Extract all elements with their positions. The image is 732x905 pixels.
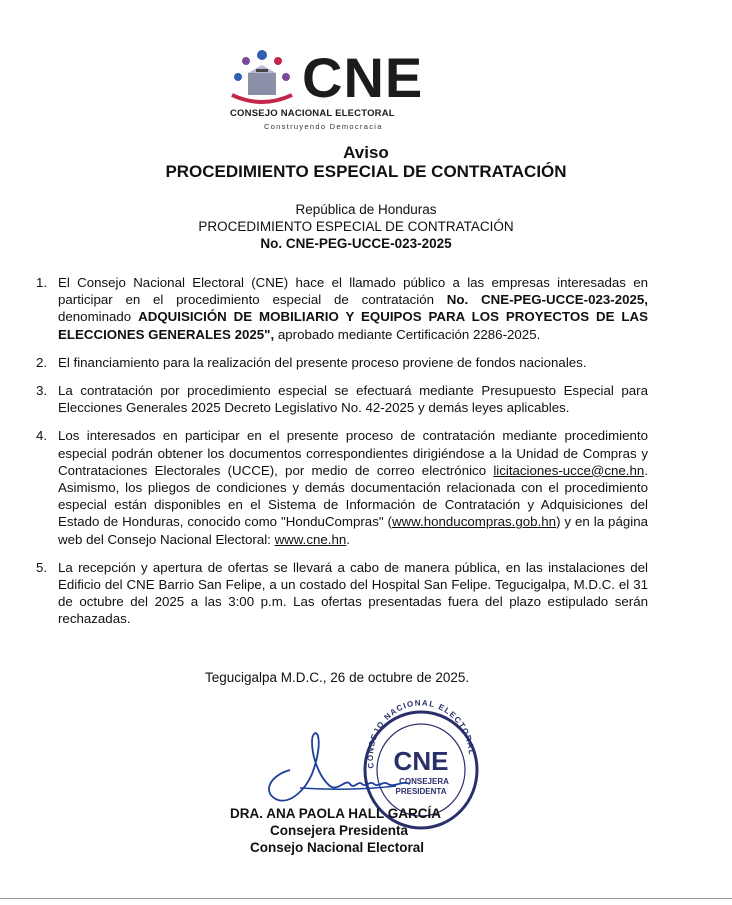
item-text-part: ) y en la página web del Consejo Nacional Electoral: [58, 514, 648, 547]
item-text [58, 427, 648, 547]
signer-role: Consejera Presidenta [270, 823, 409, 838]
item-text-part: aprobado mediante Certificación 2286-2025. [274, 326, 541, 342]
item-text: El financiamiento para la realización del presente proceso proviene de fondos nacionales. [58, 354, 587, 370]
seal-line-2: PRESIDENTA [395, 787, 447, 796]
list-item [36, 382, 648, 416]
seal-center-text: CNE [393, 746, 449, 776]
logo-tagline: Construyendo Democracia [264, 122, 383, 131]
list-item [36, 274, 648, 343]
item-number: 5. [36, 559, 48, 575]
item-text-part: denominado [58, 309, 139, 325]
procurement-subject-bold: ADQUISICIÓN DE MOBILIARIO Y EQUIPOS PARA LOS PROYECTOS DE LAS ELECCIONES GENERALES 2025", [58, 309, 649, 342]
date-line: Tegucigalpa M.D.C., 26 de octubre de 2025. [205, 670, 470, 685]
item-number: 4. [36, 428, 48, 444]
notice-items [36, 274, 648, 639]
list-item [36, 354, 648, 371]
document-title: PROCEDIMIENTO ESPECIAL DE CONTRATACIÓN [165, 162, 567, 181]
list-item [36, 559, 648, 628]
item-text: La recepción y apertura de ofertas se llevará a cabo de manera pública, en las instalaciones del Edificio del CNE Barrio San Felipe, a un costado del Hospital San Felipe. Tegucigalpa, M.D.C. el 31 de octubre del 2025 a las 3:00 p.m. Las ofertas presentadas fuera del plazo estipulado serán rechazadas. [58, 559, 648, 627]
item-text-part: . Asimismo, los pliegos de condiciones y demás documentación relacionada con el procedimiento especial están disponibles en el Sistema de Información de Contratación y Adquisiciones del Estado de Honduras, conocido como "HonduCompras" ( [58, 462, 648, 530]
item-text: La contratación por procedimiento especial se efectuará mediante Presupuesto Especial para Elecciones Generales 2025 Decreto Legislativo No. 42-2025 y demás leyes aplicables. [58, 383, 648, 416]
signer-name: DRA. ANA PAOLA HALL GARCÍA [230, 806, 441, 821]
cne-website-link[interactable]: www.cne.hn [274, 531, 347, 547]
ballot-box-emblem-icon [226, 43, 298, 113]
procedure-number-bold: No. CNE-PEG-UCCE-023-2025, [446, 292, 648, 308]
item-text [58, 274, 648, 343]
signer-organization: Consejo Nacional Electoral [250, 840, 425, 855]
page-bottom-divider [0, 898, 732, 899]
logo-wordmark: CNE [302, 46, 424, 109]
item-number: 2. [36, 354, 48, 370]
list-item [36, 427, 648, 547]
logo-org-name: CONSEJO NACIONAL ELECTORAL [230, 108, 395, 119]
item-text-part: . [346, 531, 350, 547]
honducompras-link[interactable]: www.honducompras.gob.hn [391, 514, 557, 530]
item-number: 3. [36, 383, 48, 399]
cne-logo [0, 40, 732, 140]
item-number: 1. [36, 275, 48, 290]
email-link[interactable]: licitaciones-ucce@cne.hn [493, 462, 645, 478]
seal-ring-text: CONSEJO NACIONAL ELECTORAL [365, 700, 477, 770]
item-text-part: Los interesados en participar en el presente proceso de contratación mediante procedimiento especial podrán obtener los documentos correspondientes dirigiéndose a la Unidad de Compras y Contrataciones Electorales (UCCE), por medio de correo electrónico [58, 428, 648, 478]
item-text-part: El Consejo Nacional Electoral (CNE) hace el llamado público a las empresas interesadas en participar en el procedimiento especial de contratación [58, 275, 648, 308]
notice-heading: Aviso [343, 143, 389, 162]
handwritten-signature [260, 728, 420, 804]
procedure-number: No. CNE-PEG-UCCE-023-2025 [260, 236, 452, 251]
country-line: República de Honduras [295, 202, 437, 217]
procedure-line: PROCEDIMIENTO ESPECIAL DE CONTRATACIÓN [198, 219, 514, 234]
seal-line-1: CONSEJERA [399, 777, 449, 786]
